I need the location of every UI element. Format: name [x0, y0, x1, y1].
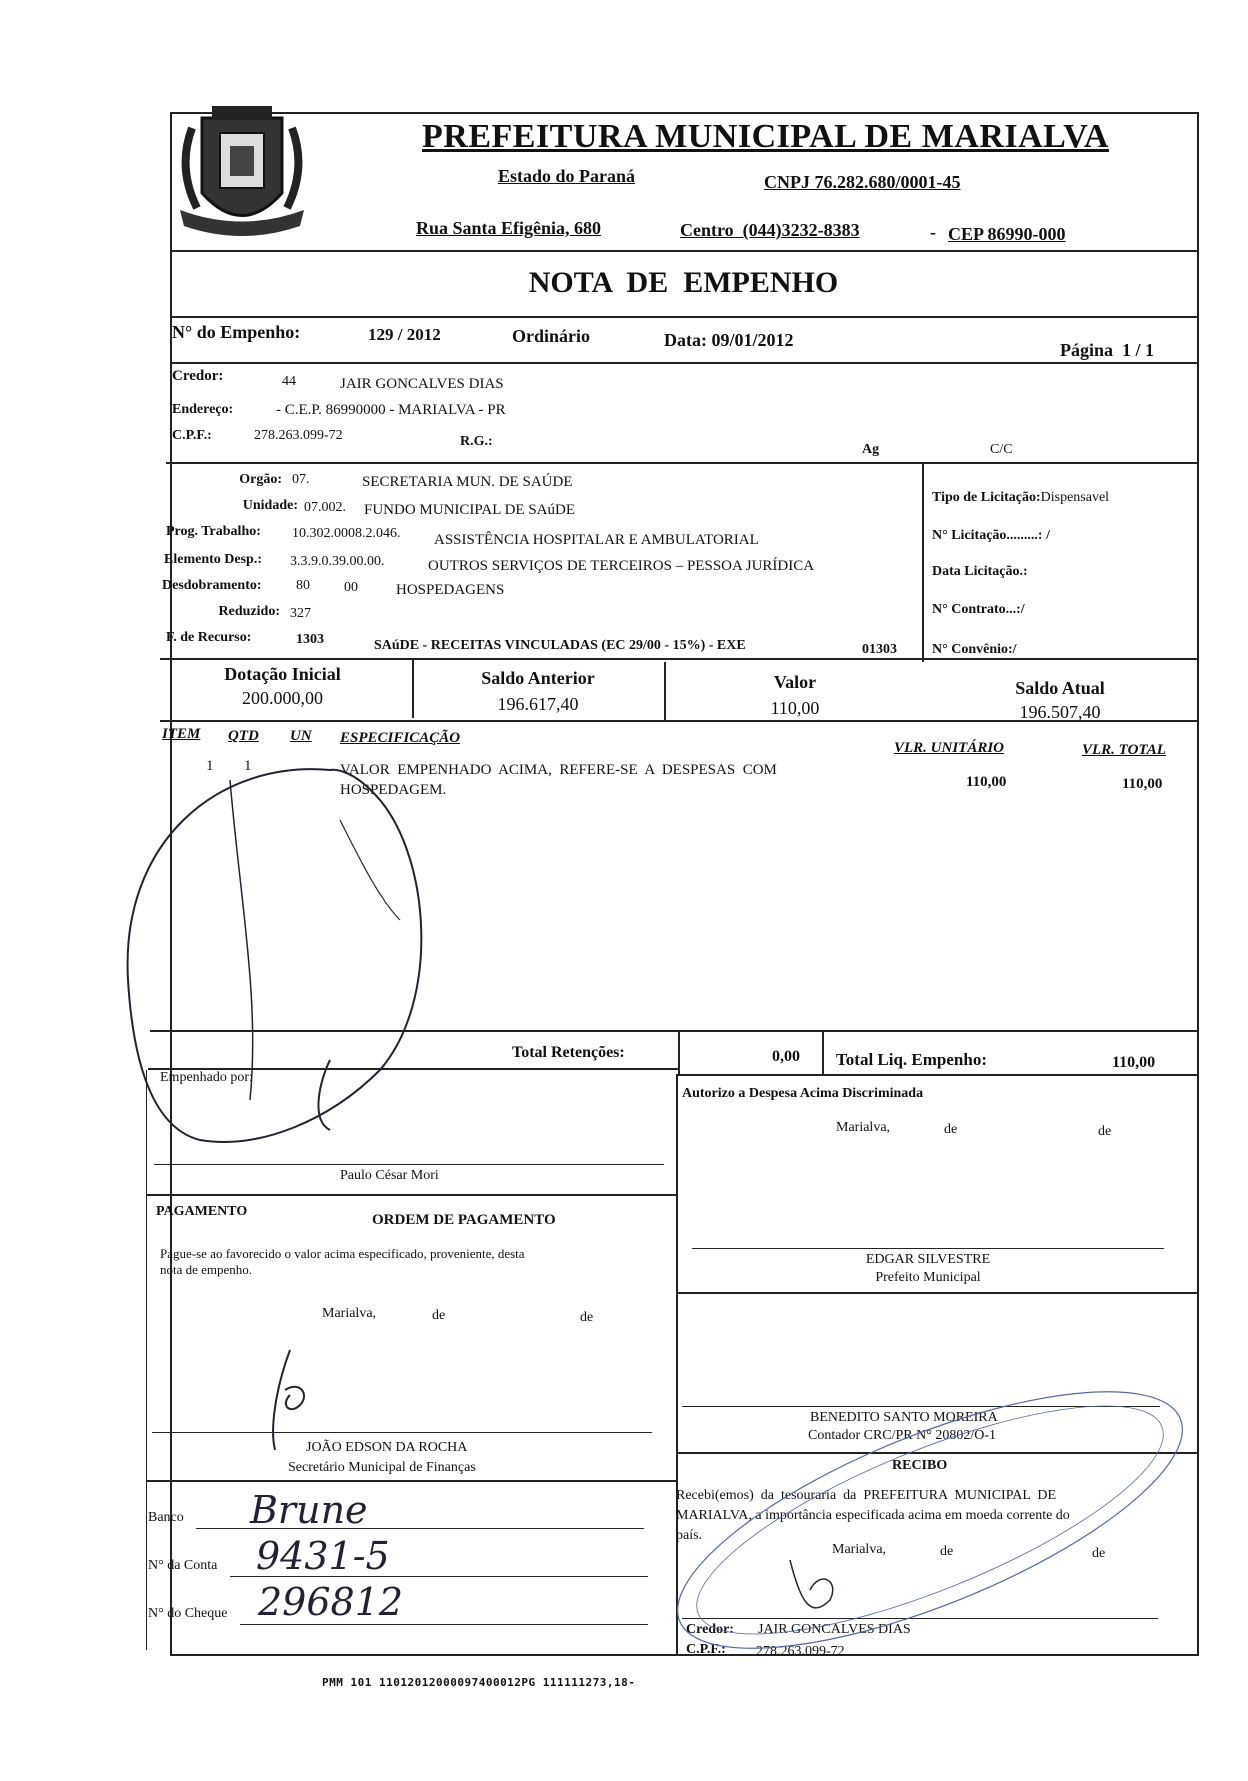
credor-code: 44	[282, 374, 296, 389]
recibo-de2: de	[1092, 1546, 1106, 1561]
footer-code: PMM 101 11012012000097400012PG 111111273,18-	[322, 1676, 636, 1689]
licitacao-convenio: N° Convênio:/	[932, 642, 1017, 657]
address-label: Endereço:	[172, 402, 234, 417]
empenho-type: Ordinário	[512, 326, 591, 346]
dotacao-value: 200.000,00	[242, 688, 323, 708]
cheque-value: 296812	[258, 1580, 404, 1624]
recibo-de1: de	[940, 1544, 954, 1559]
item-spec-line1: VALOR EMPENHADO ACIMA, REFERE-SE A DESPESAS COM	[340, 762, 777, 778]
ag-label: Ag	[862, 442, 880, 457]
secretario-nome: JOÃO EDSON DA ROCHA	[306, 1440, 468, 1455]
header-cep: CEP 86990-000	[948, 224, 1066, 244]
reduzido-label: Reduzido:	[218, 604, 280, 619]
banco-label: Banco	[148, 1510, 184, 1525]
cheque-label: N° do Cheque	[148, 1606, 228, 1621]
prog-label: Prog. Trabalho:	[166, 524, 261, 539]
desd-b: 00	[344, 580, 358, 595]
pagamento-text-line2: nota de empenho.	[160, 1262, 253, 1277]
secretario-cargo: Secretário Municipal de Finanças	[288, 1460, 476, 1475]
empenhado-por-label: Empenhado por:	[160, 1070, 253, 1085]
licitacao-tipo-label: Tipo de Licitação:	[932, 490, 1041, 505]
orgao-code: 07.	[292, 472, 310, 487]
unidade-label: Unidade:	[242, 498, 298, 513]
saldo-anterior-label: Saldo Anterior	[481, 668, 595, 688]
items-header-total: VLR. TOTAL	[1082, 742, 1166, 758]
licitacao-tipo-value: Dispensavel	[1040, 490, 1110, 505]
reduzido-value: 327	[290, 606, 311, 621]
valor-label: Valor	[773, 672, 817, 692]
banco-value: Brune	[250, 1488, 368, 1532]
recibo-credor-label: Credor:	[686, 1622, 734, 1637]
valor-value: 110,00	[770, 698, 820, 718]
header-cnpj: CNPJ 76.282.680/0001-45	[764, 172, 961, 192]
prefeito-nome: EDGAR SILVESTRE	[865, 1252, 991, 1267]
pagamento-city: Marialva,	[322, 1306, 377, 1321]
saldo-atual-label: Saldo Atual	[1015, 678, 1105, 698]
desd-name: HOSPEDAGENS	[396, 582, 505, 598]
empenhado-por-nome: Paulo César Mori	[340, 1168, 439, 1183]
licitacao-numero: N° Licitação.........: /	[932, 528, 1050, 543]
header-street: Rua Santa Efigênia, 680	[416, 218, 602, 238]
header-state: Estado do Paraná	[498, 166, 636, 186]
item-unit-value: 110,00	[966, 774, 1007, 790]
recibo-credor-nome: JAIR GONCALVES DIAS	[758, 1622, 911, 1637]
autorizo-de2: de	[1098, 1124, 1112, 1139]
items-header-un: UN	[290, 728, 312, 744]
desd-a: 80	[296, 578, 310, 593]
contador-nome: BENEDITO SANTO MOREIRA	[810, 1410, 998, 1425]
ordem-pagamento-label: ORDEM DE PAGAMENTO	[372, 1212, 556, 1228]
rg-label: R.G.:	[460, 434, 493, 449]
recurso-name: SAúDE - RECEITAS VINCULADAS (EC 29/00 - 15%) - EXE	[374, 638, 746, 653]
orgao-name: SECRETARIA MUN. DE SAÚDE	[362, 474, 573, 490]
elem-code: 3.3.9.0.39.00.00.	[290, 554, 385, 569]
recurso-code: 1303	[296, 632, 324, 647]
pagamento-de2: de	[580, 1310, 594, 1325]
dotacao-label: Dotação Inicial	[224, 664, 341, 684]
recibo-cpf-label: C.P.F.:	[686, 1642, 726, 1657]
total-liquido-value: 110,00	[1112, 1054, 1156, 1071]
recibo-text-line3: país.	[676, 1528, 703, 1543]
credor-label: Credor:	[172, 368, 224, 384]
desd-label: Desdobramento:	[162, 578, 262, 593]
cpf-label: C.P.F.:	[172, 428, 212, 443]
item-spec-line2: HOSPEDAGEM.	[340, 782, 447, 798]
recibo-text-line1: Recebi(emos) da tesouraria da PREFEITURA MUNICIPAL DE	[676, 1488, 1057, 1503]
header-district-phone: Centro (044)3232-8383	[680, 220, 860, 240]
empenho-number: 129 / 2012	[368, 325, 441, 344]
conta-value: 9431-5	[256, 1534, 390, 1578]
autorizo-city: Marialva,	[836, 1120, 891, 1135]
total-retencoes-label: Total Retenções:	[512, 1044, 625, 1061]
elem-label: Elemento Desp.:	[164, 552, 262, 567]
contador-cargo: Contador CRC/PR N° 20802/O-1	[808, 1428, 997, 1443]
empenho-label: N° do Empenho:	[172, 322, 301, 342]
doc-title: NOTA DE EMPENHO	[528, 266, 839, 299]
saldo-anterior-value: 196.617,40	[497, 694, 579, 714]
items-header-qtd: QTD	[228, 728, 259, 744]
recibo-text-line2: MARIALVA, a importância especificada acima em moeda corrente do	[676, 1508, 1070, 1523]
recurso-num: 01303	[862, 642, 897, 657]
autorizo-de1: de	[944, 1122, 958, 1137]
empenho-date: Data: 09/01/2012	[664, 330, 794, 350]
autorizo-label: Autorizo a Despesa Acima Discriminada	[682, 1086, 924, 1101]
header-sep: -	[930, 222, 936, 242]
items-header-item: ITEM	[162, 726, 201, 742]
items-header-spec: ESPECIFICAÇÃO	[340, 730, 461, 746]
address-value: - C.E.P. 86990000 - MARIALVA - PR	[276, 402, 506, 418]
item-total-value: 110,00	[1122, 776, 1163, 792]
pagamento-label: PAGAMENTO	[156, 1204, 248, 1219]
conta-label: N° da Conta	[148, 1558, 218, 1573]
pagamento-text-line1: Pague-se ao favorecido o valor acima especificado, proveniente, desta	[160, 1246, 525, 1261]
elem-name: OUTROS SERVIÇOS DE TERCEIROS – PESSOA JURÍDICA	[428, 558, 815, 574]
item-qtd: 1	[244, 758, 252, 774]
unidade-name: FUNDO MUNICIPAL DE SAúDE	[364, 502, 575, 518]
licitacao-contrato: N° Contrato...:/	[932, 602, 1025, 617]
credor-name: JAIR GONCALVES DIAS	[340, 376, 504, 392]
saldo-atual-value: 196.507,40	[1019, 702, 1101, 722]
recibo-city: Marialva,	[832, 1542, 887, 1557]
prog-code: 10.302.0008.2.046.	[292, 526, 401, 541]
unidade-code: 07.002.	[304, 500, 346, 515]
cpf-value: 278.263.099-72	[254, 428, 343, 443]
recibo-cpf: 278.263.099-72	[756, 1644, 845, 1659]
prog-name: ASSISTÊNCIA HOSPITALAR E AMBULATORIAL	[434, 532, 759, 548]
pagamento-de1: de	[432, 1308, 446, 1323]
header-title: PREFEITURA MUNICIPAL DE MARIALVA	[422, 118, 1109, 155]
orgao-label: Orgão:	[239, 472, 282, 487]
recibo-title: RECIBO	[892, 1458, 948, 1473]
items-header-unit: VLR. UNITÁRIO	[894, 740, 1005, 756]
cc-label: C/C	[990, 442, 1013, 457]
recurso-label: F. de Recurso:	[166, 630, 252, 645]
licitacao-data: Data Licitação.:	[932, 564, 1028, 579]
prefeito-cargo: Prefeito Municipal	[875, 1270, 981, 1285]
total-retencoes-value: 0,00	[772, 1048, 800, 1065]
item-number: 1	[206, 758, 214, 774]
empenho-page: Página 1 / 1	[1060, 340, 1155, 360]
total-liquido-label: Total Liq. Empenho:	[836, 1050, 987, 1069]
